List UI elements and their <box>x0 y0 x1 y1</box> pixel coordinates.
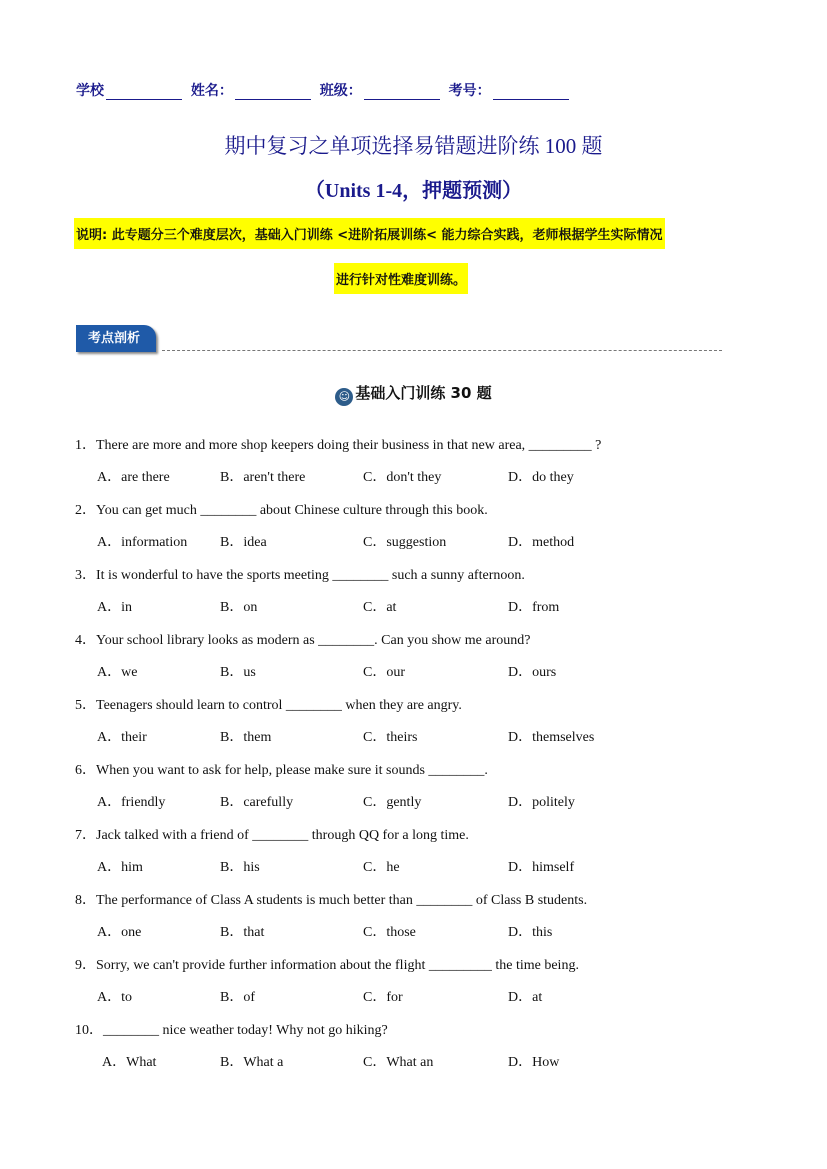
answer-option: A．we <box>97 665 138 680</box>
answer-option: C．suggestion <box>363 535 447 550</box>
name-blank <box>235 85 311 100</box>
answer-option: B．aren't there <box>220 470 306 485</box>
answer-option: B．of <box>220 990 255 1005</box>
answer-option: D．method <box>508 535 575 550</box>
answer-option: A．friendly <box>97 795 166 810</box>
question-stem: 10．________ nice weather today! Why not go hiking? <box>75 1023 388 1038</box>
class-label: 班级： <box>319 83 362 99</box>
question-stem: 1．There are more and more shop keepers doing their business in that new area, _________ ? <box>75 438 602 453</box>
answer-option: A．their <box>97 730 147 745</box>
answer-option: B．What a <box>220 1055 284 1070</box>
answer-option: C．those <box>363 925 416 940</box>
student-info-header <box>76 80 573 100</box>
answer-option: D．himself <box>508 860 575 875</box>
question-stem: 3．It is wonderful to have the sports meeting ________ such a sunny afternoon. <box>75 568 525 583</box>
answer-option: C．at <box>363 600 397 615</box>
school-label: 学校 <box>76 83 104 99</box>
answer-option: C．don't they <box>363 470 442 485</box>
section-badge-icon: ☺ <box>335 388 353 406</box>
section-heading-text: 基础入门训练 30 题 <box>355 384 492 402</box>
answer-option: C．theirs <box>363 730 418 745</box>
answer-option: A．What <box>102 1055 157 1070</box>
answer-option: C．our <box>363 665 405 680</box>
question-stem: 2．You can get much ________ about Chinese culture through this book. <box>75 503 488 518</box>
question-stem: 6．When you want to ask for help, please make sure it sounds ________. <box>75 763 488 778</box>
question-stem: 5．Teenagers should learn to control ________ when they are angry. <box>75 698 462 713</box>
answer-option: D．politely <box>508 795 575 810</box>
answer-option: B．them <box>220 730 272 745</box>
instruction-note-line1: 说明: 此专题分三个难度层次，基础入门训练 <进阶拓展训练< 能力综合实践，老师根据学生实际情况 <box>74 218 665 249</box>
dashed-divider <box>162 350 722 351</box>
answer-option: D．this <box>508 925 553 940</box>
class-blank <box>364 85 440 100</box>
question-stem: 8．The performance of Class A students is much better than ________ of Class B students. <box>75 893 588 908</box>
question-stem: 7．Jack talked with a friend of ________ through QQ for a long time. <box>75 828 469 843</box>
document-title: 期中复习之单项选择易错题进阶练 100 题 <box>224 134 603 158</box>
answer-option: B．us <box>220 665 256 680</box>
answer-option: D．ours <box>508 665 557 680</box>
answer-option: A．information <box>97 535 188 550</box>
answer-option: A．in <box>97 600 132 615</box>
answer-option: D．How <box>508 1055 560 1070</box>
section-heading <box>0 382 827 406</box>
exam-no-label: 考号： <box>448 83 491 99</box>
answer-option: C．What an <box>363 1055 434 1070</box>
answer-option: C．gently <box>363 795 422 810</box>
answer-option: C．for <box>363 990 403 1005</box>
answer-option: A．one <box>97 925 142 940</box>
answer-option: D．themselves <box>508 730 595 745</box>
question-stem: 4．Your school library looks as modern as ________. Can you show me around? <box>75 633 531 648</box>
answer-option: A．to <box>97 990 132 1005</box>
answer-option: A．are there <box>97 470 170 485</box>
answer-option: D．at <box>508 990 543 1005</box>
question-stem: 9．Sorry, we can't provide further information about the flight _________ the time being. <box>75 958 579 973</box>
answer-option: B．his <box>220 860 260 875</box>
name-label: 姓名： <box>190 83 233 99</box>
instruction-note-line2: 进行针对性难度训练。 <box>334 263 468 294</box>
answer-option: D．from <box>508 600 560 615</box>
school-blank <box>106 85 182 100</box>
answer-option: B．that <box>220 925 265 940</box>
answer-option: B．carefully <box>220 795 294 810</box>
answer-option: C．he <box>363 860 400 875</box>
answer-option: D．do they <box>508 470 574 485</box>
answer-option: B．on <box>220 600 258 615</box>
document-subtitle: （Units 1-4，押题预测） <box>304 180 523 202</box>
section-tab: 考点剖析 <box>76 325 156 352</box>
exam-no-blank <box>493 85 569 100</box>
answer-option: A．him <box>97 860 143 875</box>
answer-option: B．idea <box>220 535 267 550</box>
